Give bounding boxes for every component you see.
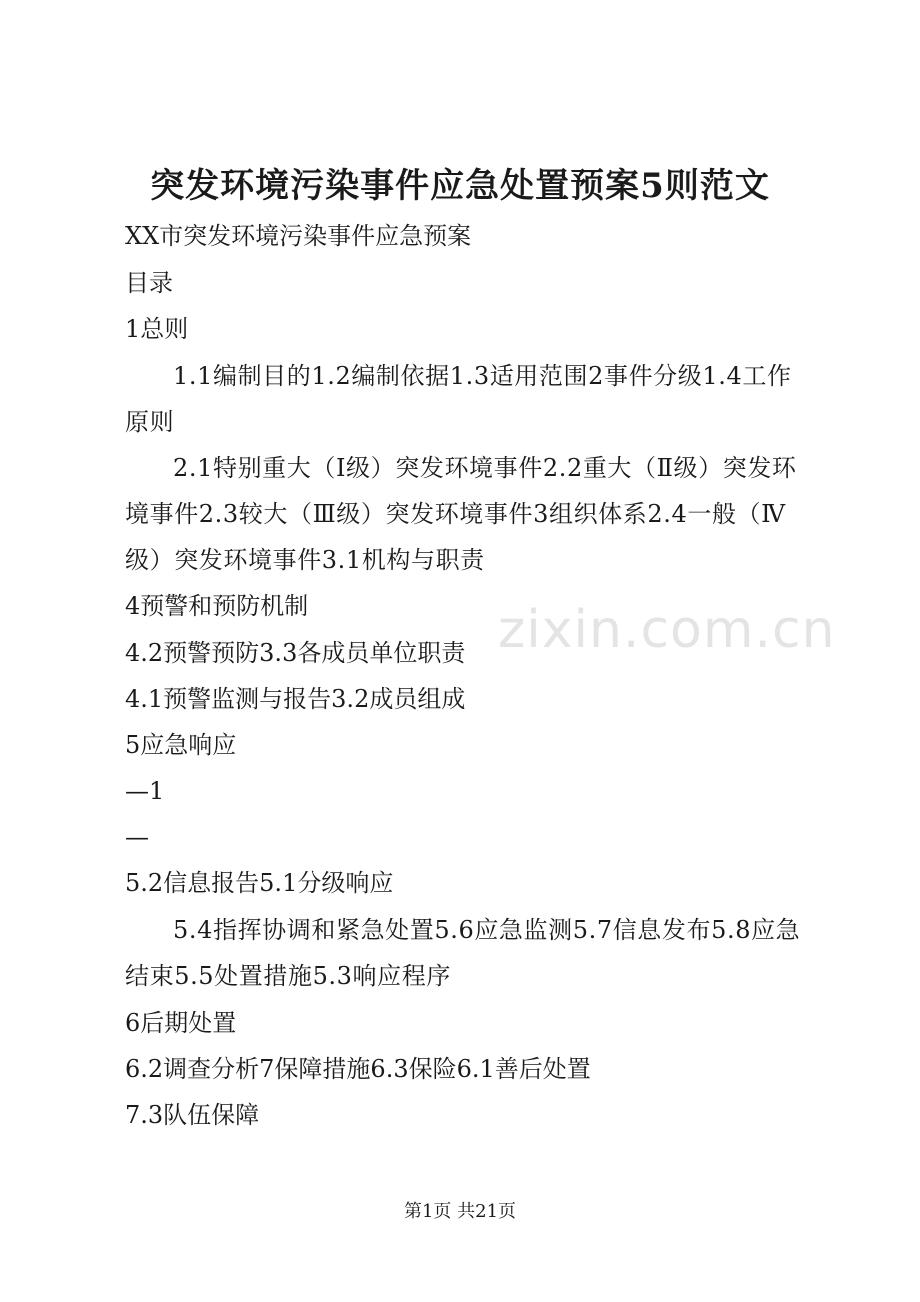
watermark: zixin.com.cn bbox=[498, 600, 836, 660]
line-toc-6x: 6.2调查分析7保障措施6.3保险6.1善后处置 bbox=[125, 1055, 591, 1083]
line-toc-5: 5应急响应 bbox=[125, 731, 237, 759]
page-number-dash: — bbox=[125, 823, 149, 851]
line-toc-4: 4预警和预防机制 bbox=[125, 592, 309, 620]
line-toc-1: 1总则 bbox=[125, 315, 189, 343]
line-toc-5-2: 5.2信息报告5.1分级响应 bbox=[125, 869, 394, 897]
para-toc-5x: 5.4指挥协调和紧急处置5.6应急监测5.7信息发布5.8应急结束5.5处置措施5.3响应程序 bbox=[125, 916, 801, 990]
line-toc-4-2: 4.2预警预防3.3各成员单位职责 bbox=[125, 639, 466, 667]
line-toc-6: 6后期处置 bbox=[125, 1009, 237, 1037]
line-subtitle: XX市突发环境污染事件应急预案 bbox=[125, 222, 472, 250]
line-toc-heading: 目录 bbox=[125, 269, 173, 297]
page-footer: 第1页 共21页 bbox=[403, 1201, 517, 1222]
line-toc-4-1: 4.1预警监测与报告3.2成员组成 bbox=[125, 685, 466, 713]
para-toc-1x: 1.1编制目的1.2编制依据1.3适用范围2事件分级1.4工作原则 bbox=[125, 362, 792, 436]
line-toc-7-3: 7.3队伍保障 bbox=[125, 1101, 260, 1129]
page-number-marker: —1 bbox=[125, 777, 165, 805]
document-title: 突发环境污染事件应急处置预案5则范文 bbox=[150, 166, 770, 206]
para-toc-2x: 2.1特别重大（Ⅰ级）突发环境事件2.2重大（Ⅱ级）突发环境事件2.3较大（Ⅲ级）突发环境事件3组织体系2.4一般（Ⅳ级）突发环境事件3.1机构与职责 bbox=[125, 454, 797, 574]
